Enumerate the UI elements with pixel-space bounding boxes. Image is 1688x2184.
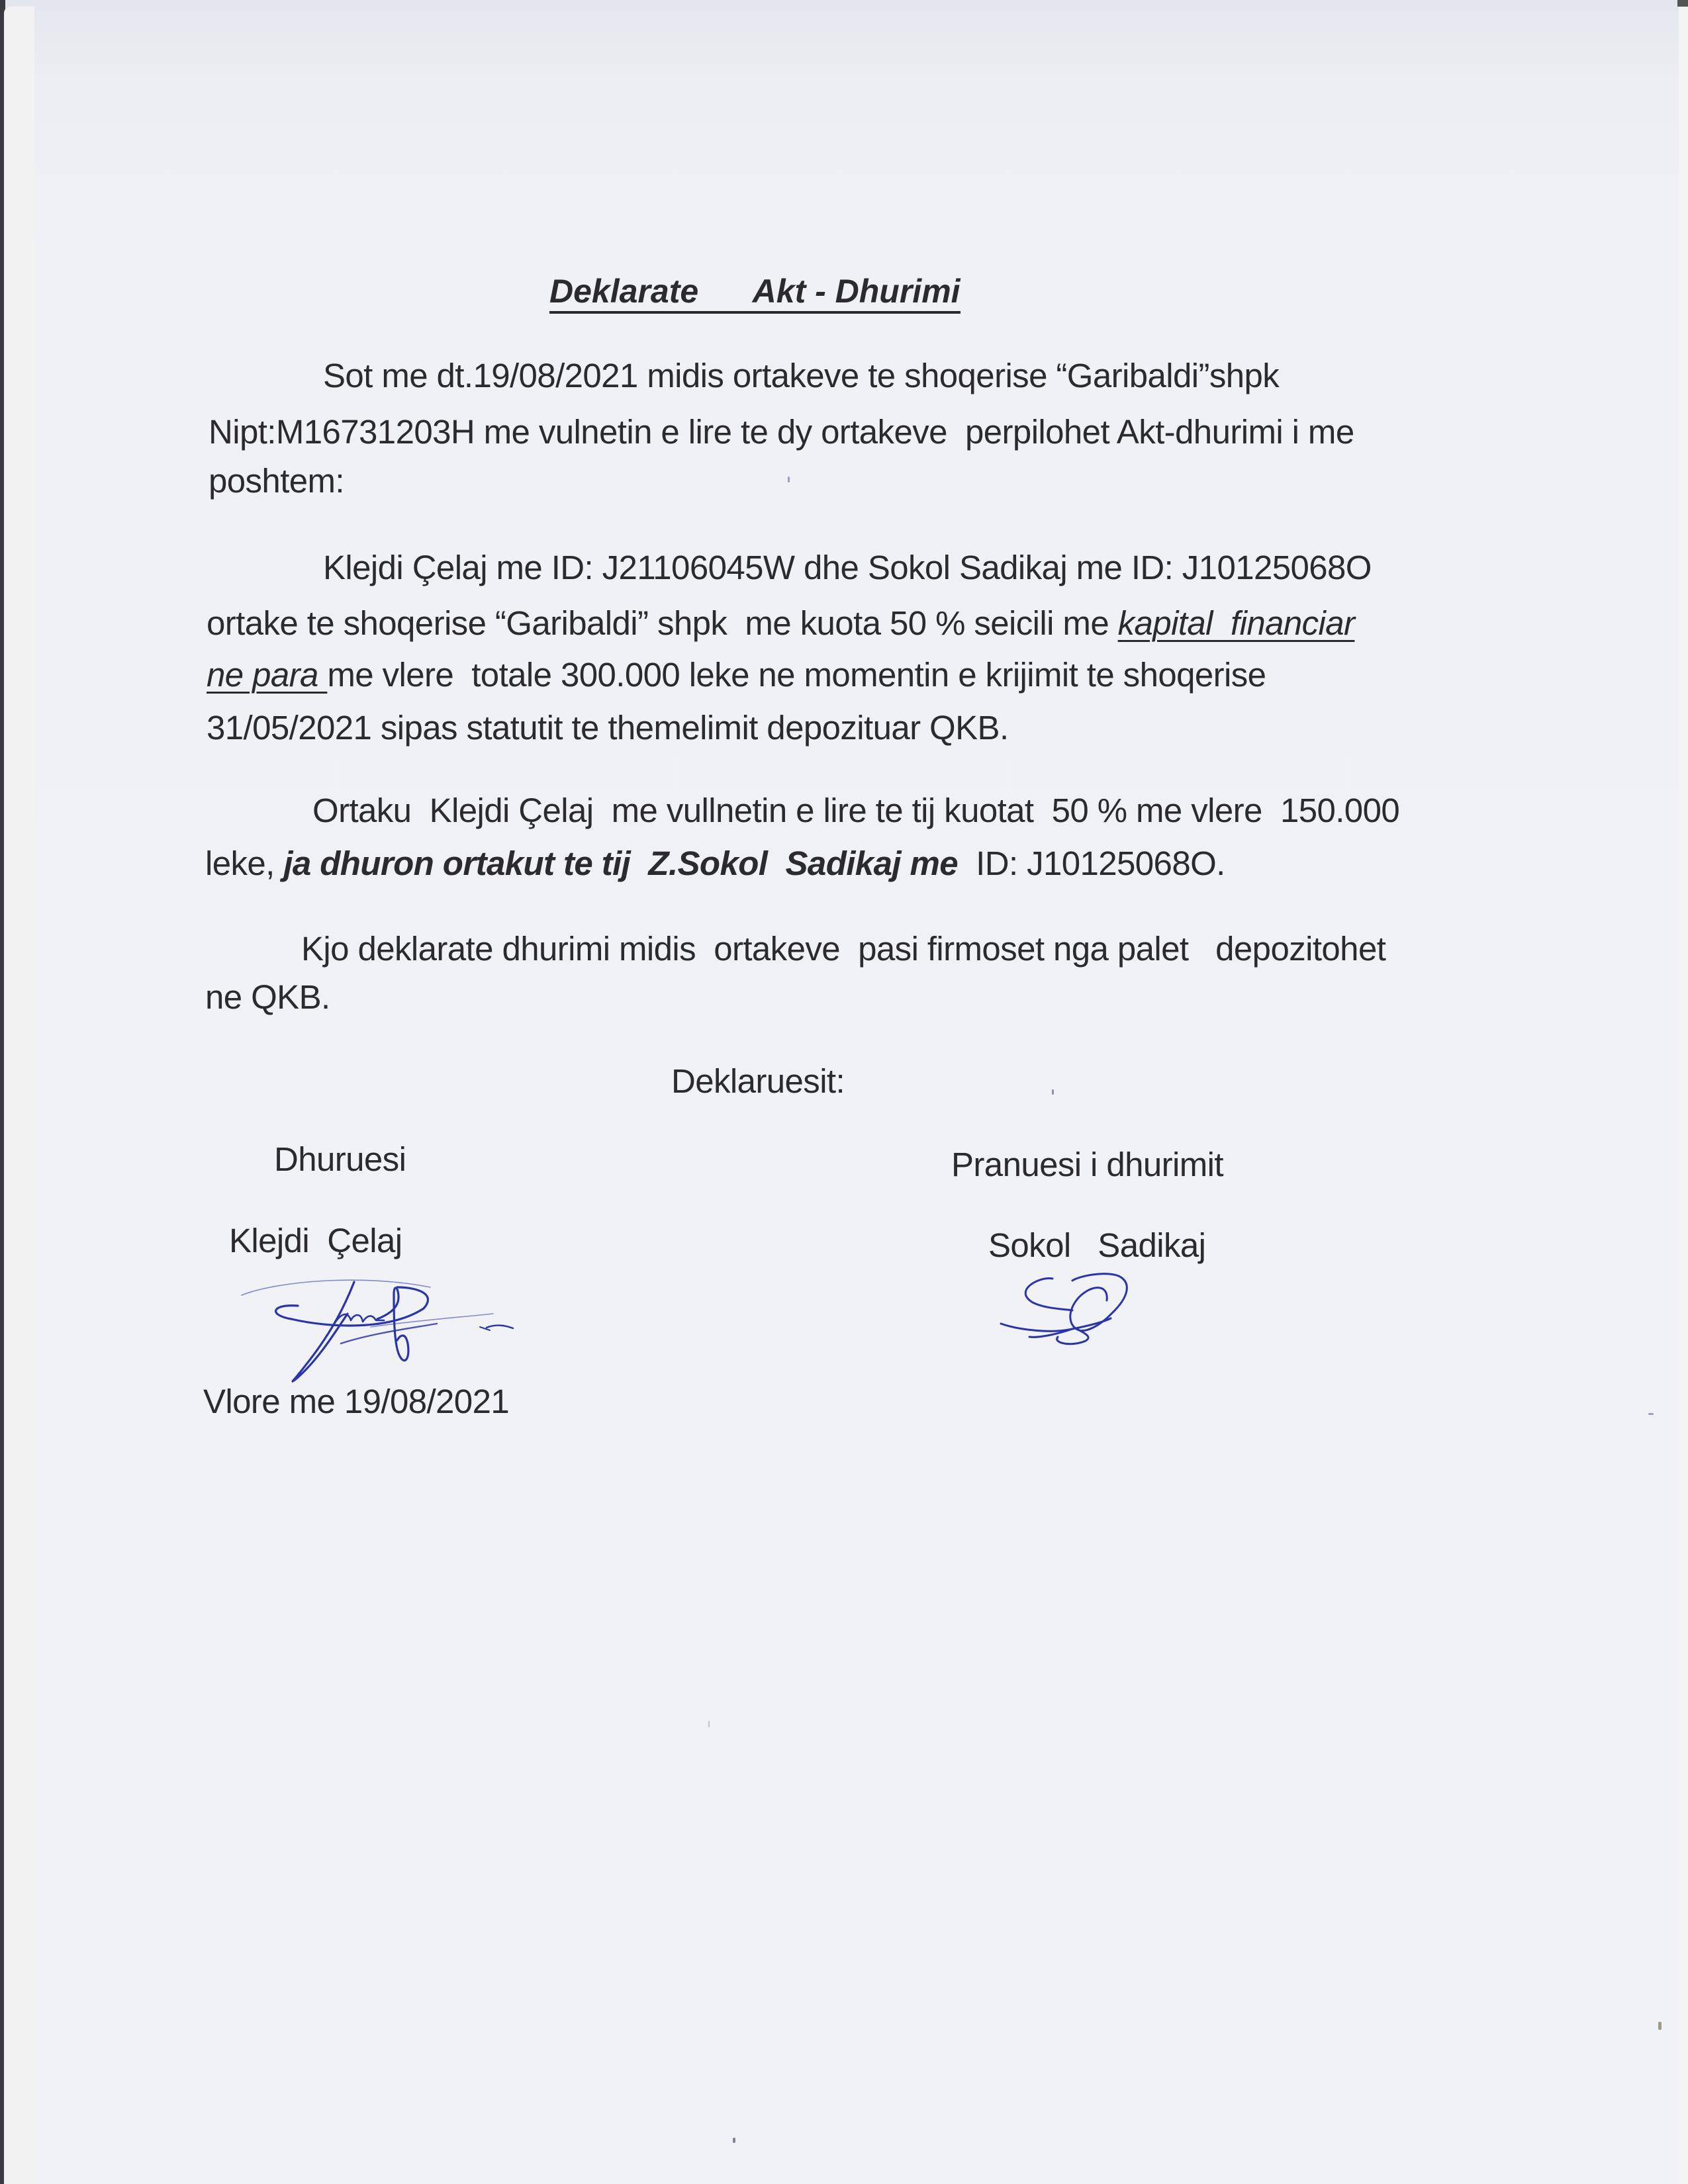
paragraph-2-line-3-text: me vlere totale 300.000 leke ne momentin e krijimit te shoqerise: [327, 656, 1266, 694]
scan-speck: [788, 477, 790, 482]
paragraph-4-line-2: ne QKB.: [205, 978, 330, 1016]
scan-speck: [1648, 1413, 1654, 1415]
title-part-1: Deklarate: [549, 273, 699, 310]
scan-speck: [708, 1721, 710, 1727]
emphasis-ne-para: ne para: [207, 656, 328, 694]
title-part-2: Akt - Dhurimi: [752, 273, 961, 310]
paragraph-2-line-3: [207, 655, 1266, 695]
paragraph-1-line-2: Nipt:M16731203H me vulnetin e lire te dy ortakeve perpilohet Akt-dhurimi i me: [209, 413, 1354, 451]
paragraph-4-line-1: Kjo deklarate dhurimi midis ortakeve pasi firmoset nga palet depozitohet: [301, 930, 1386, 968]
place-and-date: Vlore me 19/08/2021: [203, 1383, 510, 1420]
scan-speck: [1052, 1089, 1054, 1095]
paper-margin-strip: [4, 7, 34, 2184]
paragraph-3-emphasis: ja dhuron ortakut te tij Z.Sokol Sadikaj me: [283, 844, 958, 882]
scan-edge-right: [1679, 0, 1688, 2184]
paragraph-3-line-2-start: leke,: [205, 844, 284, 882]
recipient-name: Sokol Sadikaj: [988, 1226, 1206, 1264]
emphasis-kapital-financiar: kapital financiar: [1117, 604, 1355, 642]
paragraph-3-line-2-end: ID: J10125068O.: [958, 844, 1225, 882]
paragraph-2-line-2: [207, 604, 1354, 643]
recipient-signature: [993, 1271, 1165, 1350]
paragraph-2-line-4: 31/05/2021 sipas statutit te themelimit depozituar QKB.: [207, 709, 1009, 747]
paragraph-1-line-1: Sot me dt.19/08/2021 midis ortakeve te shoqerise “Garibaldi”shpk: [323, 357, 1280, 394]
paragraph-3-line-2: [205, 844, 1225, 884]
paragraph-2-line-2-text: ortake te shoqerise “Garibaldi” shpk me kuota 50 % seicili me: [207, 604, 1118, 642]
paragraph-2-line-1: Klejdi Çelaj me ID: J21106045W dhe Sokol Sadikaj me ID: J10125068O: [323, 549, 1372, 586]
donor-name: Klejdi Çelaj: [229, 1222, 402, 1259]
document-title: [549, 271, 961, 314]
scan-speck: [1658, 2022, 1662, 2030]
paragraph-3-line-1: Ortaku Klejdi Çelaj me vullnetin e lire te tij kuotat 50 % me vlere 150.000: [312, 792, 1400, 829]
donor-role: Dhuruesi: [274, 1140, 406, 1178]
scan-speck: [733, 2138, 735, 2143]
donor-signature: [225, 1267, 556, 1400]
recipient-role: Pranuesi i dhurimit: [951, 1146, 1223, 1183]
scan-edge-corner: [1677, 0, 1688, 7]
declarants-heading: Deklaruesit:: [671, 1062, 845, 1100]
paragraph-1-line-3: poshtem:: [209, 462, 344, 500]
